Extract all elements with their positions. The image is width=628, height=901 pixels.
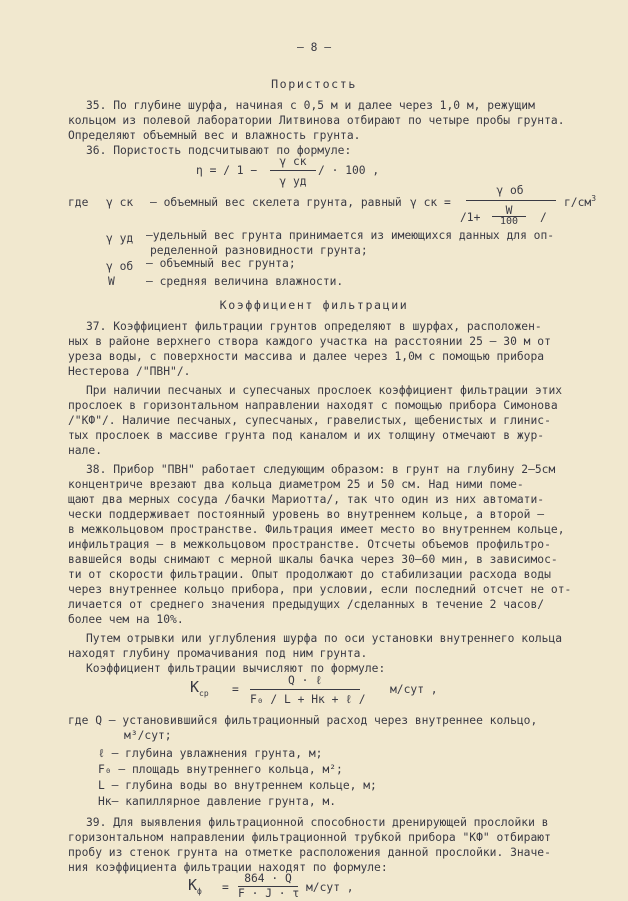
formula-porosity-rhs: / · 100 , [318, 164, 380, 177]
paragraph-37b-line-5: нале. [68, 444, 103, 457]
paragraph-35-line-3: Определяют объемный вес и влажность грунта. [68, 129, 361, 142]
paragraph-38-line-7: вавшейся воды снимают с мерной шкалы бачка через 30–60 мин, в зависимос- [68, 553, 558, 566]
paragraph-37-line-3: уреза воды, с поверхности массива и далее через 1,0м с помощью прибора [68, 350, 545, 363]
paragraph-35-line-2: кольцом из полевой лаборатории Литвинова отбирают по четыре пробы грунта. [68, 114, 565, 127]
formula-kf-numerator: 864 · Q [244, 872, 292, 885]
def-gamma-ud-text-line-1: –удельный вес грунта принимается из имеющихся данных для оп- [146, 229, 555, 242]
paragraph-39-line-1: 39. Для выявления фильтрационной способности дренирующей прослойки в [86, 816, 549, 829]
formula-skeleton-den-left: /1+ [460, 211, 481, 224]
kcr-def-L: L – глубина воды во внутреннем кольце, м; [98, 779, 377, 792]
def-gamma-ob-text: – объемный вес грунта; [146, 257, 296, 270]
kcr-def-l: ℓ – глубина увлажнения грунта, м; [98, 747, 323, 760]
paragraph-37b-line-4: тых прослоек в массиве грунта под каналом и их толщину отмечают в жур- [68, 429, 545, 442]
paragraph-36: 36. Пористость подсчитывают по формуле: [86, 144, 352, 157]
paragraph-38-line-3: щают два мерных сосуда /бачки Мариотта/, так что один из них автомати- [68, 493, 545, 506]
formula-kcr-denominator: F₀ / L + Hк + ℓ / [250, 693, 366, 706]
paragraph-35-line-1: 35. По глубине шурфа, начиная с 0,5 м и далее через 1,0 м, режущим [86, 99, 535, 112]
def-gamma-sk-text: – объемный вес скелета грунта, равный [150, 196, 402, 209]
formula-skeleton-lhs: γ ск = [410, 196, 451, 209]
formula-skeleton-inner-numerator: W [505, 204, 513, 217]
formula-porosity-lhs: η = / 1 − [196, 164, 258, 177]
paragraph-38b-line-1: Путем отрывки или углубления шурфа по оси установки внутреннего кольца [86, 632, 563, 645]
kcr-def-q-unit: м³/сут; [124, 729, 172, 742]
formula-skeleton-fraction-bar [466, 200, 556, 201]
paragraph-37b-line-2: прослоек в горизонтальном направлении находят с помощью прибора Симонова [68, 399, 558, 412]
section-heading-filtration: Коэффициент фильтрации [219, 298, 409, 312]
formula-kf-equals: = [222, 881, 229, 894]
paragraph-39-line-2: горизонтальном направлении фильтрационной трубкой прибора "КФ" отбирают [68, 831, 551, 844]
paragraph-39-line-4: ния коэффициента фильтрации находят по формуле: [68, 861, 388, 874]
formula-kf-lhs: $K_ф$ [188, 876, 202, 896]
formula-skeleton-den-right: / [540, 211, 547, 224]
formula-kf-unit: м/сут , [306, 881, 354, 894]
paragraph-37-line-1: 37. Коэффициент фильтрации грунтов определяют в шурфах, расположен- [86, 320, 542, 333]
paragraph-38-line-9: через внутреннее кольцо прибора, при условии, если последний отсчет не от- [68, 583, 572, 596]
paragraph-38b-line-2: находят глубину промачивания под ним грунта. [68, 647, 368, 660]
page-number: — 8 — [296, 41, 331, 54]
formula-kcr-numerator: Q · ℓ [288, 674, 322, 687]
paragraph-38-line-10: личается от среднего значения предыдущих /сделанных в течение 2 часов/ [68, 598, 545, 611]
def-gamma-sk-symbol: γ ск [106, 196, 134, 209]
formula-porosity-fraction-bar [270, 170, 316, 171]
kcr-def-q: где Q – установившийся фильтрационный расход через внутреннее кольцо, [68, 714, 538, 727]
formula-kcr-equals: = [232, 683, 239, 696]
kcr-def-hk: Hк– капиллярное давление грунта, м. [98, 795, 337, 808]
paragraph-38c: Коэффициент фильтрации вычисляют по формуле: [86, 662, 386, 675]
paragraph-37-line-2: ных в районе верхнего створа каждого участка на расстоянии 25 – 30 м от [68, 335, 551, 348]
paragraph-37b-line-3: /"КФ"/. Наличие песчаных, супесчаных, гравелистых, щебенистых и глинис- [68, 414, 551, 427]
def-gamma-ud-symbol: γ уд [106, 232, 134, 245]
formula-kcr-lhs: $K_{ср}$ [190, 678, 209, 698]
paragraph-38-line-11: более чем на 10%. [68, 613, 184, 626]
formula-skeleton-unit: $г/см^3$ [564, 194, 597, 209]
paragraph-38-line-2: концентриче врезают два кольца диаметром 25 и 50 см. Над ними поме- [68, 478, 524, 491]
kcr-def-f0: F₀ – площадь внутреннего кольца, м²; [98, 763, 343, 776]
paragraph-38-line-1: 38. Прибор "ПВН" работает следующим образом: в грунт на глубину 2–5см [86, 463, 556, 476]
paragraph-37b-line-1: При наличии песчаных и супесчаных прослоек коэффициент фильтрации этих [86, 384, 563, 397]
paragraph-38-line-6: инфильтрация – в межкольцовом пространстве. Отсчеты объемов профильтро- [68, 538, 551, 551]
def-gamma-ud-text-line-2: ределенной разновидности грунта; [150, 244, 368, 257]
def-gamma-ob-symbol: γ об [106, 260, 134, 273]
formula-kcr-fraction-bar [250, 689, 360, 690]
formula-kcr-unit: м/сут , [390, 683, 438, 696]
def-w-symbol: W [108, 275, 115, 288]
where-label-1: где [68, 196, 89, 209]
section-heading-porosity: Пористость [271, 77, 357, 91]
formula-kf-denominator: F · J · τ [238, 887, 300, 900]
paragraph-38-line-8: ти от скорости фильтрации. Опыт продолжают до стабилизации расхода воды [68, 568, 551, 581]
paragraph-37-line-4: Нестерова /"ПВН"/. [68, 365, 191, 378]
paragraph-38-line-5: в межкольцовом пространстве. Фильтрация имеет место во внутреннем кольце, [68, 523, 565, 536]
paragraph-38-line-4: чески поддерживает постоянный уровень во внутреннем кольце, а второй – [68, 508, 545, 521]
formula-porosity-numerator: γ ск [279, 155, 307, 168]
def-w-text: – средняя величина влажности. [146, 275, 344, 288]
formula-skeleton-numerator: γ об [496, 184, 524, 197]
formula-porosity-denominator: γ уд [279, 175, 307, 188]
formula-skeleton-inner-denominator: 100 [499, 216, 519, 227]
paragraph-39-line-3: пробу из стенок грунта на отметке расположения данной прослойки. Значе- [68, 846, 551, 859]
